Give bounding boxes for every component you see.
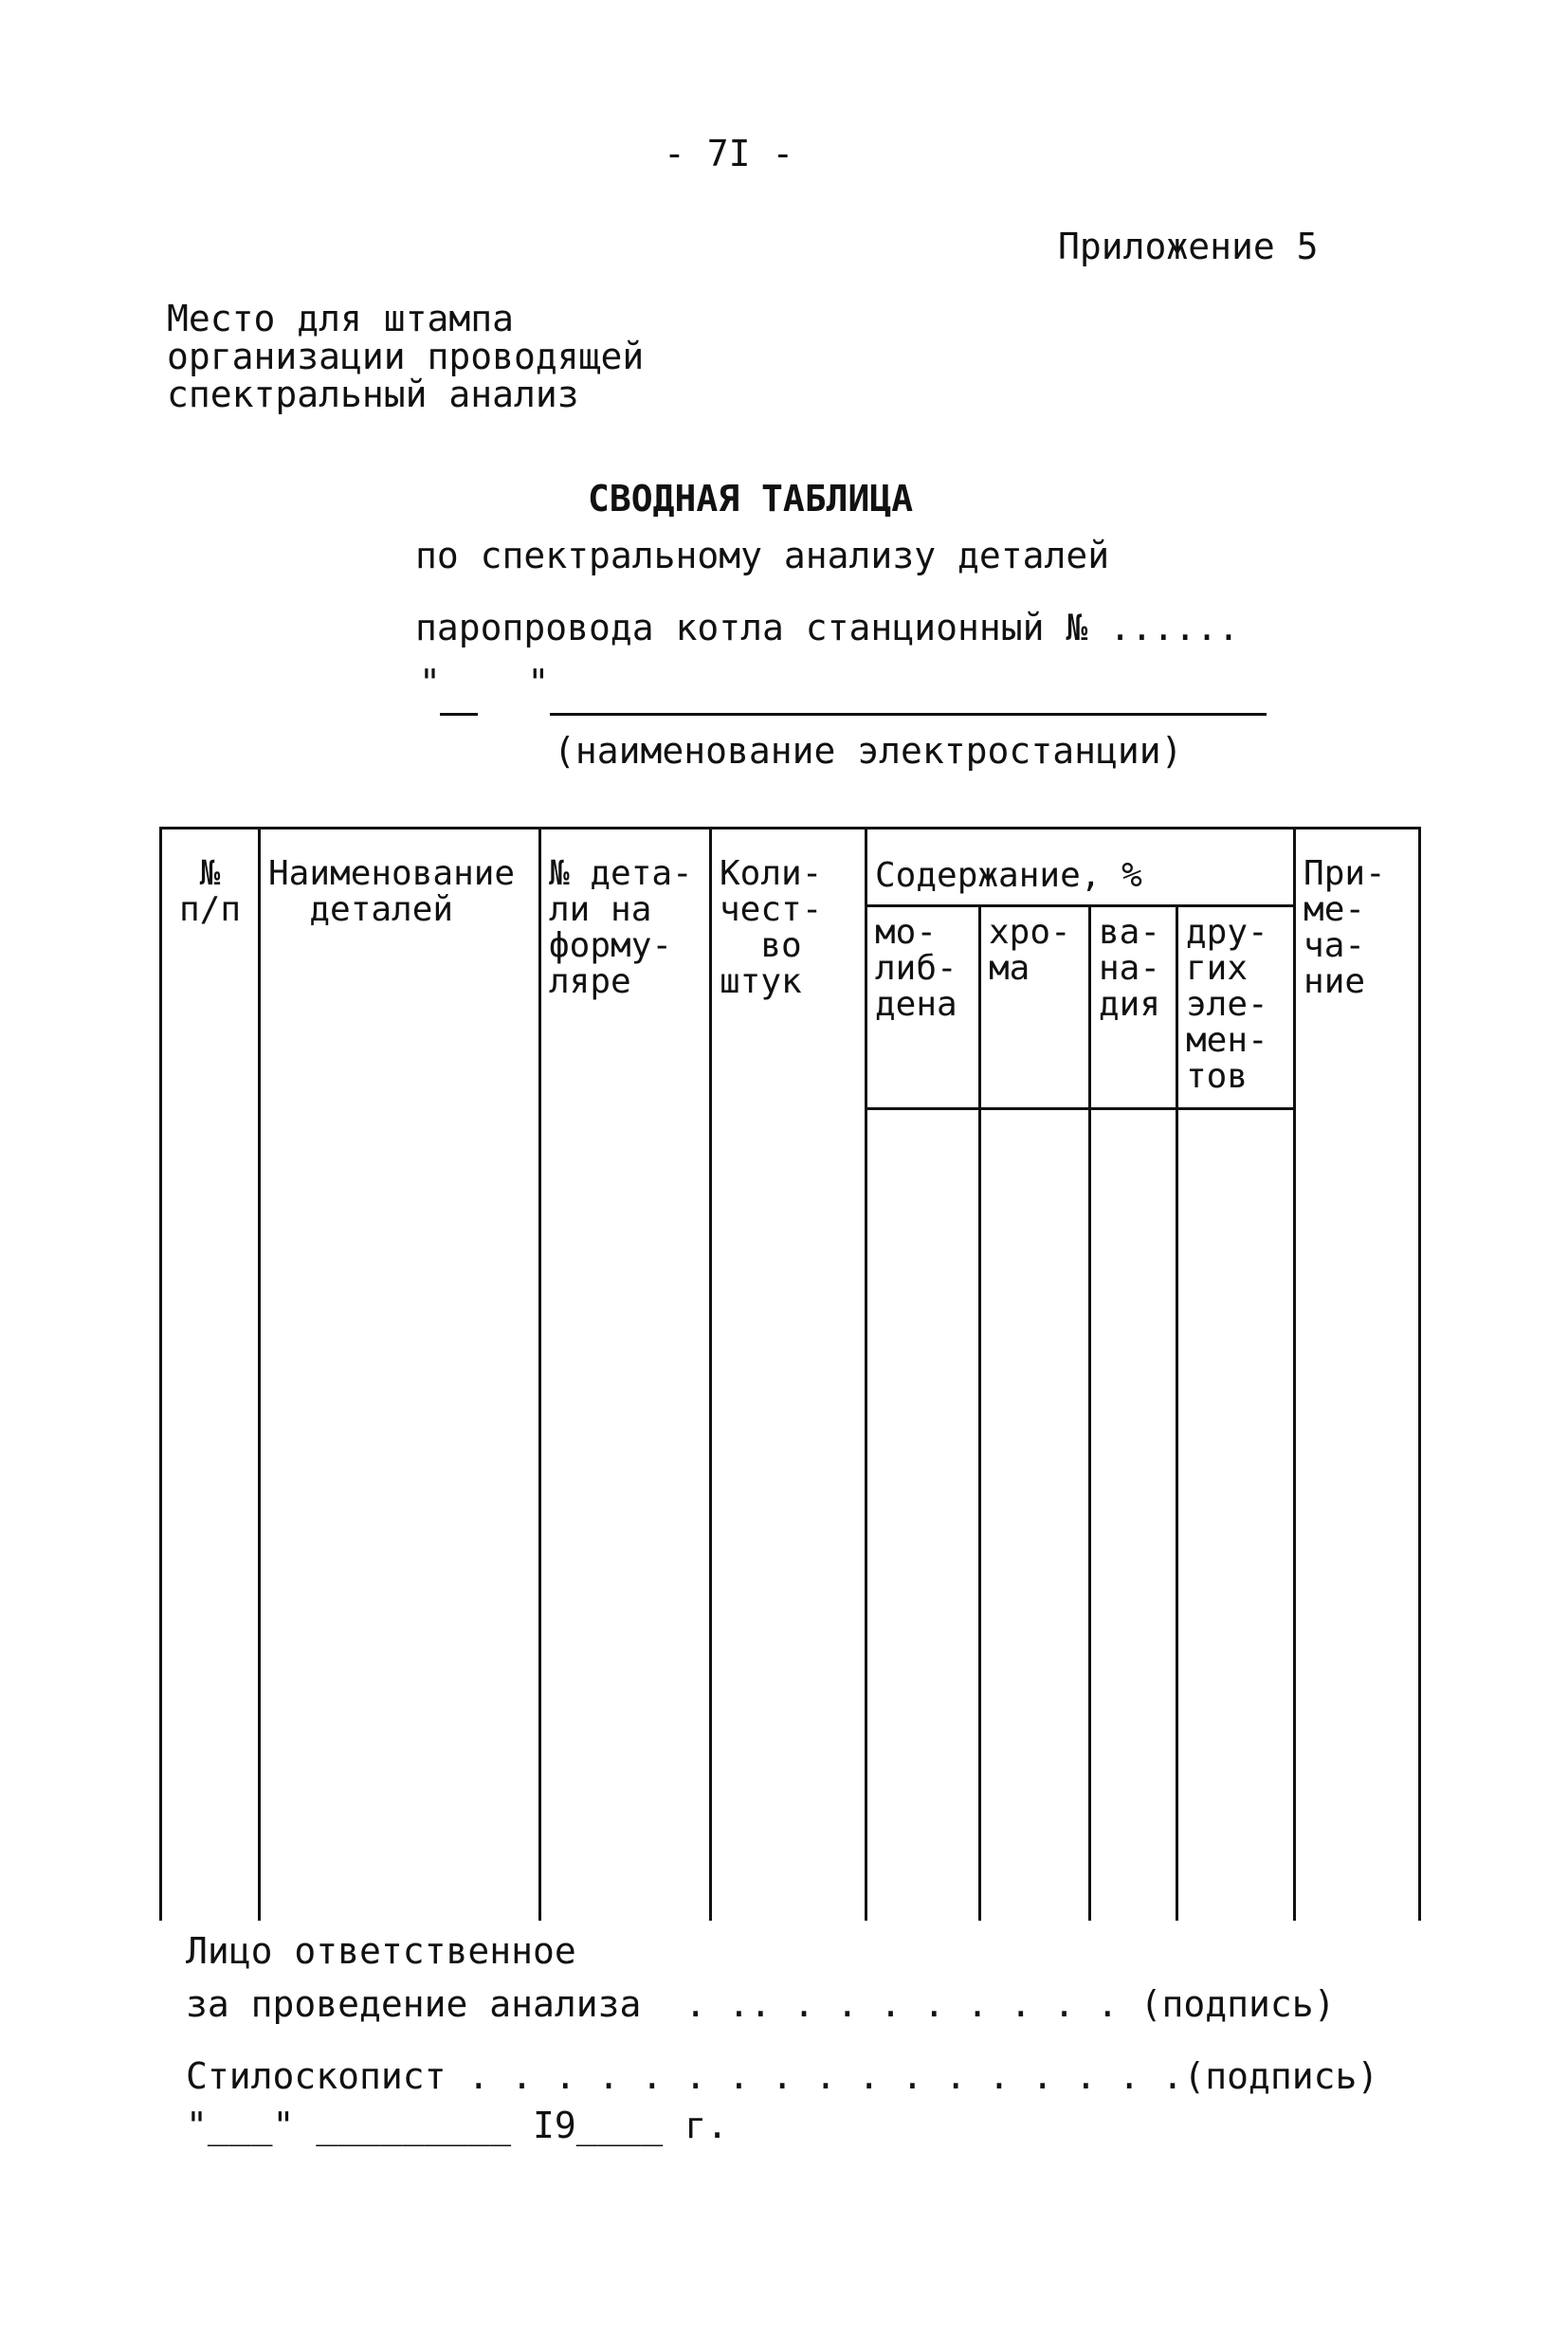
body-cell bbox=[540, 1109, 711, 1922]
body-cell bbox=[980, 1109, 1090, 1922]
header-quantity: Коли- чест- во штук bbox=[711, 829, 866, 1109]
stamp-line-3: спектральный анализ bbox=[167, 374, 579, 415]
summary-table bbox=[159, 827, 1421, 1921]
header-content-percent: Содержание, % bbox=[866, 829, 1295, 906]
body-cell bbox=[866, 1109, 980, 1922]
quote-marks: " " bbox=[419, 662, 550, 703]
header-other-elements: дру- гих эле- мен- тов bbox=[1177, 906, 1295, 1109]
header-molybdenum: мо- либ- дена bbox=[866, 906, 980, 1109]
document-title: СВОДНАЯ ТАБЛИЦА bbox=[588, 478, 914, 520]
table-body-row bbox=[161, 1109, 1420, 1922]
header-note: При- ме- ча- ние bbox=[1295, 829, 1420, 1109]
stamp-line-1: Место для штампа bbox=[167, 298, 515, 339]
body-cell bbox=[1295, 1109, 1420, 1922]
responsible-line-1: Лицо ответственное bbox=[186, 1930, 576, 1972]
body-cell bbox=[260, 1109, 540, 1922]
subtitle-line-1: по спектральному анализу деталей bbox=[415, 535, 1110, 576]
day-blank-line bbox=[440, 713, 478, 716]
stiloscopist-line: Стилоскопист . . . . . . . . . . . . . . . . .(подпись) bbox=[186, 2055, 1379, 2097]
header-detail-name: Наименование деталей bbox=[260, 829, 540, 1109]
header-detail-number: № дета- ли на форму- ляре bbox=[540, 829, 711, 1109]
appendix-label: Приложение 5 bbox=[1058, 226, 1319, 267]
station-name-line bbox=[550, 713, 1267, 716]
header-number: № п/п bbox=[161, 829, 260, 1109]
responsible-line-2: за проведение анализа . .. . . . . . . . . (подпись) bbox=[186, 1983, 1336, 2025]
body-cell bbox=[1090, 1109, 1177, 1922]
station-caption: (наименование электростанции) bbox=[554, 730, 1183, 772]
header-chromium: хро- ма bbox=[980, 906, 1090, 1109]
header-vanadium: ва- на- дия bbox=[1090, 906, 1177, 1109]
body-cell bbox=[161, 1109, 260, 1922]
page-number: - 7I - bbox=[664, 133, 794, 174]
stamp-line-2: организации проводящей bbox=[167, 336, 645, 377]
subtitle-line-2: паропровода котла станционный № ...... bbox=[415, 607, 1240, 648]
body-cell bbox=[1177, 1109, 1295, 1922]
date-line: "___" _________ I9____ г. bbox=[186, 2105, 728, 2146]
body-cell bbox=[711, 1109, 866, 1922]
